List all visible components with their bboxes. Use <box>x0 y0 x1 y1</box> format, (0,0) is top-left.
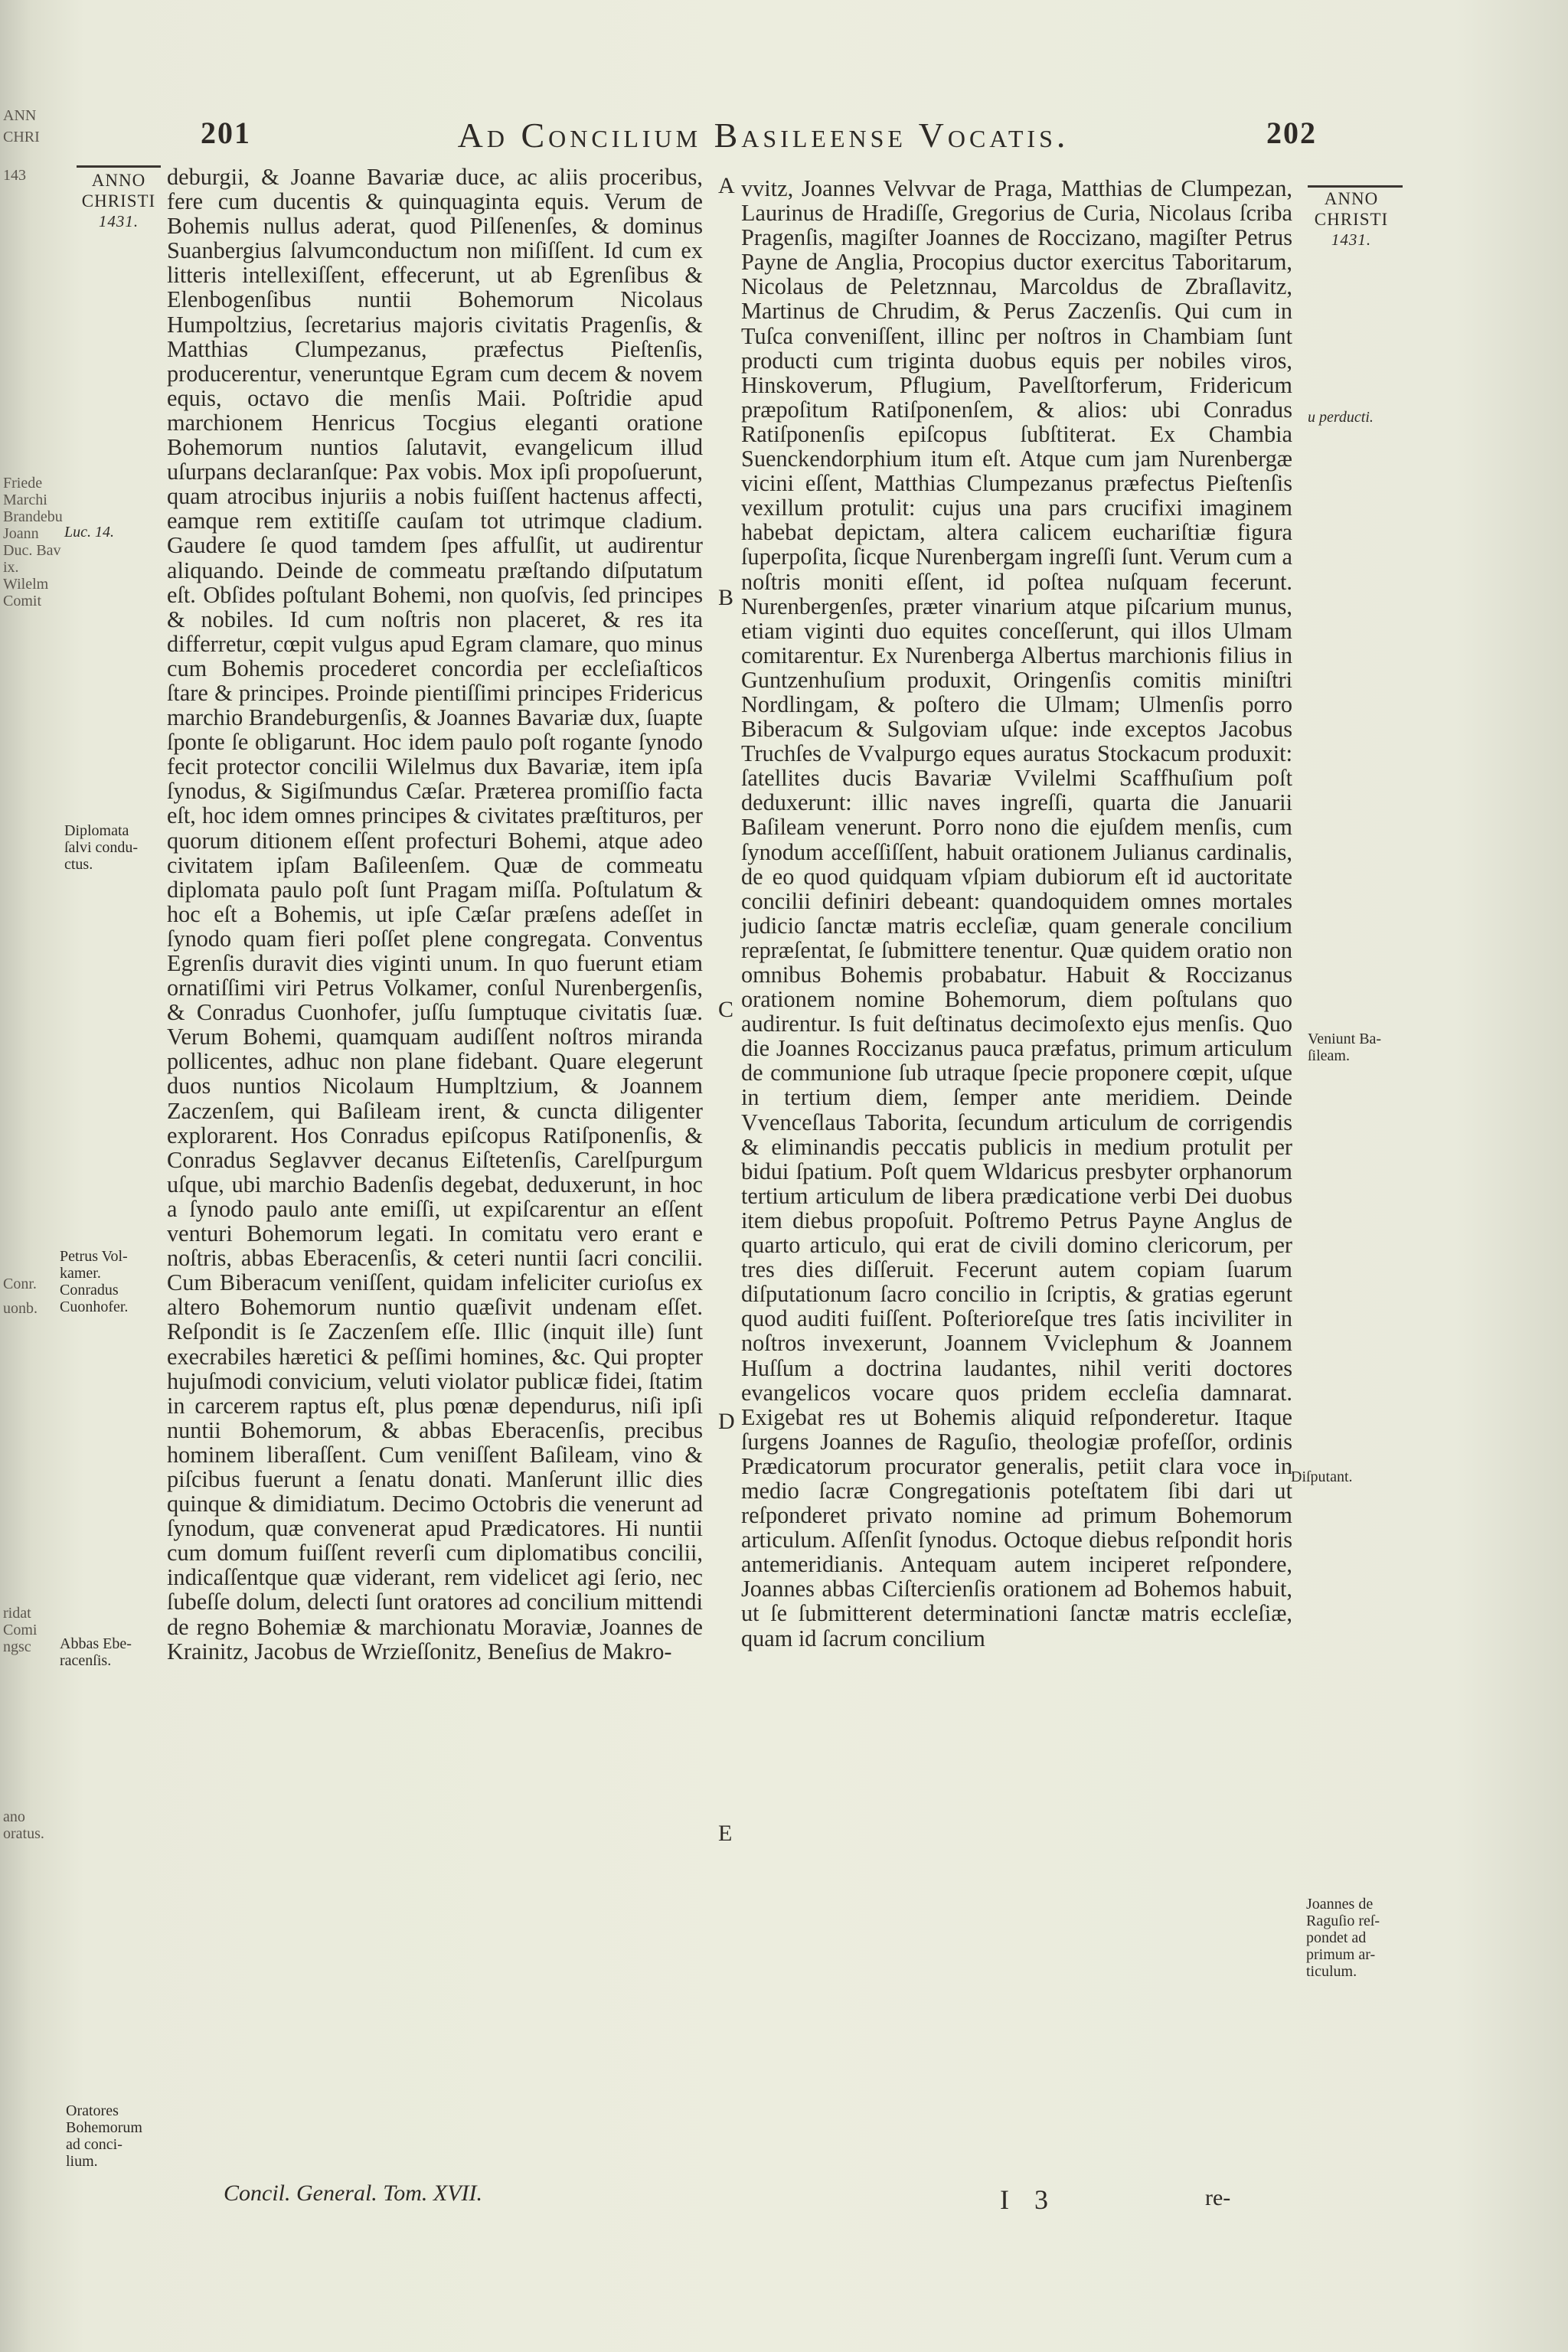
margin-note-joannes <box>1306 1896 1380 1980</box>
gutter-fragment: oratus. <box>3 1825 44 1842</box>
section-letter-c: C <box>718 997 734 1022</box>
gutter-fragment: Comi <box>3 1622 38 1638</box>
gutter-fragment: uonb. <box>3 1300 38 1317</box>
section-letter-b: B <box>718 585 734 610</box>
footer-catchword: re- <box>1205 2185 1231 2210</box>
margin-note-line: Raguſio reſ- <box>1306 1913 1380 1929</box>
section-letter-d: D <box>718 1409 735 1434</box>
gutter-fragment: 143 <box>3 167 26 184</box>
gutter-fragment: ngsc <box>3 1638 31 1655</box>
gutter-fragment: Duc. Bav <box>3 542 61 559</box>
margin-note-line: Cuonhofer. <box>60 1298 129 1315</box>
running-title: Ad Concilium Basileense Vocatis. <box>457 116 1070 155</box>
margin-note-line: ctus. <box>64 856 93 873</box>
margin-note-line: Abbas Ebe- <box>60 1635 132 1652</box>
margin-note-disputant: Diſputant. <box>1291 1468 1353 1485</box>
margin-note-luc: Luc. 14. <box>64 524 114 541</box>
gutter-fragment: Comit <box>3 593 42 609</box>
section-letter-e: E <box>718 1821 733 1846</box>
margin-note-line: Petrus Vol- <box>60 1248 128 1265</box>
section-letter-a: A <box>718 173 735 198</box>
gutter-fragment: ridat <box>3 1605 31 1622</box>
margin-note-line: kamer. <box>60 1265 101 1282</box>
year-rule-left <box>77 165 161 168</box>
margin-note-line: primum ar- <box>1306 1946 1376 1963</box>
margin-note-abbas <box>60 1635 132 1669</box>
right-column-paragraph: vvitz, Joannes Velvvar de Praga, Matthias de Clumpezan, Laurinus de Hradiſſe, Gregorius de Curia, Nicolaus ſcriba Pragenſis, magiſter Joannes de Roccizano, magiſter Petrus Payne de Anglia, Procopius ductor exercitus Taboritarum, Nicolaus de Peletznnau, Marcoldus de Zbraſlavitz, Martinus de Chrudim, & Perus Zaczenſis. Qui cum in Tuſca conveniſſent, illinc per noſtros in Chambiam ſunt producti cum triginta duobus equis per nobiles viros, Hinskoverum, Pflugium, Pavelſtorferum, Fridericum præpoſitum Ratiſponenſem, & alios: ubi Conradus Ratiſponenſis epiſcopus ſubſtiterat. Ex Chambia Suenckendorphium itum eſt. Atque cum jam Nurenbergæ vicini eſſent, Matthias Clumpezanus præfectus Pieſtenſis vexillum protulit: cujus una pars crucifixi imaginem habebat depictam, altera calicem euchariſtiæ figura ſuperpoſita, ſicque Nurenbergam ingreſſi ſunt. Verum cum a noſtris moniti eſſent, id poſtea nuſquam fecerunt. Nurenbergenſes, præter vinarium atque piſcarium munus, etiam viginti duo equites conceſſerunt, qui illos Ulmam comitarentur. Ex Nurenberga Albertus marchionis filius in Guntzenhuſium produxit, Oringenſis comitis miniſtri Nordlingam, & poſtero die Ulmam; Ulmenſis porro Biberacum & Sulgoviam uſque: inde exceptos Jacobus Truchſes de Vvalpurgo eques auratus Stockacum produxit: ſatellites ducis Bavariæ Vvilelmi Scaffhuſium poſt deduxerunt: illic naves ingreſſi, quarta die Januarii Baſileam venerunt. Porro nono die ejuſdem menſis, cum ſynodum acceſſiſſent, habuit orationem Julianus cardinalis, de eo quod quidquam vſpiam dubiorum eſt id auctoritate concilii definiri debeant: quandoquidem omnes mortales judicio ſanctæ matris eccleſiæ, quam generale concilium repræſentat, ſe ſubmittere tenentur. Quæ quidem oratio non omnibus Bohemis probabatur. Habuit & Roccizanus orationem nomine Bohemorum, diem poſtulans quo audirentur. Is fuit deſtinatus decimoſexto ejus menſis. Quo die Joannes Roccizanus pauca præfatus, primum articulum de communione ſub utraque ſpecie proponere cœpit, uſque in tertium diem, ſemper ante meridiem. Deinde Vvenceſlaus Taborita, ſecundum articulum de corrigendis & eliminandis peccatis publicis in medium protulit per bidui ſpatium. Poſt quem Wldaricus presbyter orphanorum tertium articulum de libera prædicatione verbi Dei duobus item diebus propoſuit. Poſtremo Petrus Payne Anglus de quarto articulo, qui erat de civili domino clericorum, per tres dies diſſeruit. Fecerunt autem copiam ſuarum diſputationum ſacro concilio in ſcriptis, & gratias egerunt quod auditi fuiſſent. Poſterioreſque tres ſatis inciviliter in noſtros invexerunt, Joannem Vviclephum & Joannem Huſſum a doctrina laudantes, nihil veriti doctores evangelicos vocare quos pridem eccleſia damnarat. Exigebat res ut Bohemis aliquid reſponderetur. Itaque ſurgens Joannes de Raguſio, theologiæ profeſſor, ordinis Prædicatorum procurator generalis, petiit clara voce in medio ſacræ Congregationis poteſtatem ſibi dari ut reſponderet privato nomine ad primum Bohemorum articulum. Aſſenſit ſynodus. Octoque diebus reſpondit horis antemeridianis. Antequam autem inciperet reſpondere, Joannes abbas Ciſtercienſis orationem ad Bohemos habuit, ut ſe ſubmitterent determinationi ſanctæ matris eccleſiæ, quam id ſacrum concilium <box>741 175 1292 1651</box>
margin-note-diplomata <box>64 822 138 873</box>
margin-note-line: Veniunt Ba- <box>1308 1031 1382 1047</box>
margin-note-line: ſileam. <box>1308 1047 1350 1064</box>
gutter-fragment: Wilelm <box>3 576 49 593</box>
margin-note-line: racenſis. <box>60 1652 112 1669</box>
year-label-christi: CHRISTI <box>81 191 156 211</box>
margin-note-line: ad conci- <box>66 2136 122 2153</box>
left-column-paragraph: deburgii, & Joanne Bavariæ duce, ac aliis proceribus, fere cum ducentis & quinquaginta equis. Verum de Bohemis nullus aderat, quod Pilſenenſes, & dominus Suanbergius ſalvumconductum non miſiſſent. Id cum ex litteris intellexiſſent, effecerunt, ut ab Egrenſibus & Elenbogenſibus nuntii Bohemorum Nicolaus Humpoltzius, ſecretarius majoris civitatis Pragenſis, & Matthias Clumpezanus, præfectus Pieſtenſis, producerentur, veneruntque Egram cum decem & novem equis, octavo die menſis Maii. Poſtridie apud marchionem Henricus Tocgius eleganti oratione Bohemorum nuntios ſalutavit, evangelicum illud uſurpans declaranſque: Pax vobis. Mox ipſi propoſuerunt, quam atrocibus injuriis a nobis fuiſſent hactenus affecti, eamque rem extitiſſe cauſam tot utrimque cladium. Gaudere ſe quod tamdem ſpes affulſit, ut audirentur aliquando. Deinde de commeatu præſtando diſputatum eſt. Obſides poſtulant Bohemi, non quoſvis, ſed principes & nobiles. Id cum noſtris non placeret, & res ita differretur, cœpit vulgus apud Egram clamare, quo minus cum Bohemis procederet concordia per eccleſiaſticos ſtare & principes. Proinde pientiſſimi principes Fridericus marchio Brandeburgenſis, & Joannes Bavariæ dux, ſuapte ſponte ſe obligarunt. Hoc idem paulo poſt rogante ſynodo fecit protector concilii Wilelmus dux Bavariæ, item ipſa ſynodus, & Sigiſmundus Cæſar. Præterea promiſſio facta eſt, hoc idem omnes principes & civitates præſtituros, per quorum ditionem eſſent profecturi Bohemi, atque adeo civitatem ipſam Baſileenſem. Quæ de commeatu diplomata paulo poſt ſunt Pragam miſſa. Poſtulatum & hoc eſt a Bohemis, ut ipſe Cæſar præſens adeſſet in ſynodo quam fieri poſſet plene congregata. Conventus Egrenſis duravit dies viginti unum. In quo fuerunt etiam ornatiſſimi viri Petrus Volkamer, conſul Nurenbergenſis, & Conradus Cuonhofer, juſſu ſumptuque civitatis ſuæ. Verum Bohemi, quamquam audiſſent noſtros miranda pollicentes, adhuc non plane fidebant. Quare elegerunt duos nuntios Nicolaum Humpltzium, & Joannem Zaczenſem, qui Baſileam irent, & cuncta diligenter explorarent. Hos Conradus epiſcopus Ratiſponenſis, & Conradus Seglavver decanus Eiſtetenſis, Carelſpurgum uſque, ubi marchio Badenſis degebat, deduxerunt, in hoc a ſynodo paulo ante emiſſi, ut expiſcarentur an eſſent venturi Bohemorum legati. In comitatu vero erant e noſtris, abbas Eberacenſis, & ceteri nuntii ſacri concilii. Cum Biberacum veniſſent, quidam infeliciter curioſus ex altero Bohemorum nuntio quæſivit undenam eſſet. Reſpondit is ſe Zaczenſem eſſe. Illic (inquit ille) ſunt execrabiles hæretici & peſſimi homines, &c. Qui propter hujuſmodi convicium, veluti violator publicæ fidei, ſtatim in carcerem raptus eſt, plus pœnæ dependurus, niſi ipſi nuntii Bohemorum, & abbas Eberacenſis, precibus hominem liberaſſent. Cum veniſſent Baſileam, vino & piſcibus fuerunt a ſenatu donati. Manſerunt illic dies quinque & dimidiatum. Decimo Octobris die venerunt ad ſynodum, quæ convenerat apud Prædicatores. Hi nuntii cum domum fuiſſent reverſi cum diplomatibus concilii, indicaſſentque quæ viderant, rem videlicet agi ſerio, nec ſubeſſe dolum, delecti ſunt oratores ad concilium mittendi de regno Bohemiæ & marchionatu Moraviæ, Joannes de Krainitz, Jacobus de Wrzieſſonitz, Beneſius de Makro- <box>167 164 703 1664</box>
previous-page-gutter <box>0 0 63 2352</box>
left-page-number: 201 <box>201 116 251 150</box>
gutter-fragment: Friede <box>3 475 43 492</box>
margin-note-line: Bohemorum <box>66 2119 142 2136</box>
running-head <box>201 115 1317 161</box>
right-text-column <box>741 176 1292 1651</box>
margin-note-veniunt <box>1308 1031 1381 1064</box>
footer-signature: I 3 <box>1000 2184 1057 2215</box>
gutter-fragment: Brandebu <box>3 508 63 525</box>
left-text-column <box>167 165 703 1664</box>
margin-note-petrus <box>60 1248 128 1315</box>
year-label-left <box>77 170 161 232</box>
margin-note-line: lium. <box>66 2153 98 2170</box>
margin-note-line: ſalvi condu- <box>64 839 139 856</box>
gutter-fragment: ix. <box>3 559 19 576</box>
year-label-anno: ANNO <box>91 171 146 190</box>
margin-note-line: Joannes de <box>1306 1896 1374 1913</box>
gutter-fragment: Marchi <box>3 492 47 508</box>
margin-note-line: pondet ad <box>1306 1929 1367 1946</box>
year-label-right <box>1302 188 1401 250</box>
gutter-fragment: ANN <box>3 107 37 124</box>
year-rule-right <box>1308 185 1403 188</box>
margin-note-line: ticulum. <box>1306 1963 1357 1980</box>
year-label-number: 1431. <box>1331 230 1372 249</box>
year-label-christi: CHRISTI <box>1314 210 1389 229</box>
gutter-fragment: CHRI <box>3 129 40 145</box>
year-label-anno: ANNO <box>1324 189 1379 208</box>
year-label-number: 1431. <box>98 212 139 230</box>
margin-note-oratores <box>66 2102 142 2170</box>
gutter-fragment: Joann <box>3 525 39 542</box>
footer-volume: Concil. General. Tom. XVII. <box>224 2180 483 2206</box>
margin-note-perducti: u perducti. <box>1308 409 1374 426</box>
margin-note-line: Oratores <box>66 2102 119 2119</box>
margin-note-line: Conradus <box>60 1282 119 1298</box>
gutter-fragment: ano <box>3 1808 25 1825</box>
gutter-fragment: Conr. <box>3 1276 37 1292</box>
margin-note-line: Diplomata <box>64 822 129 839</box>
right-page-number: 202 <box>1266 116 1317 150</box>
